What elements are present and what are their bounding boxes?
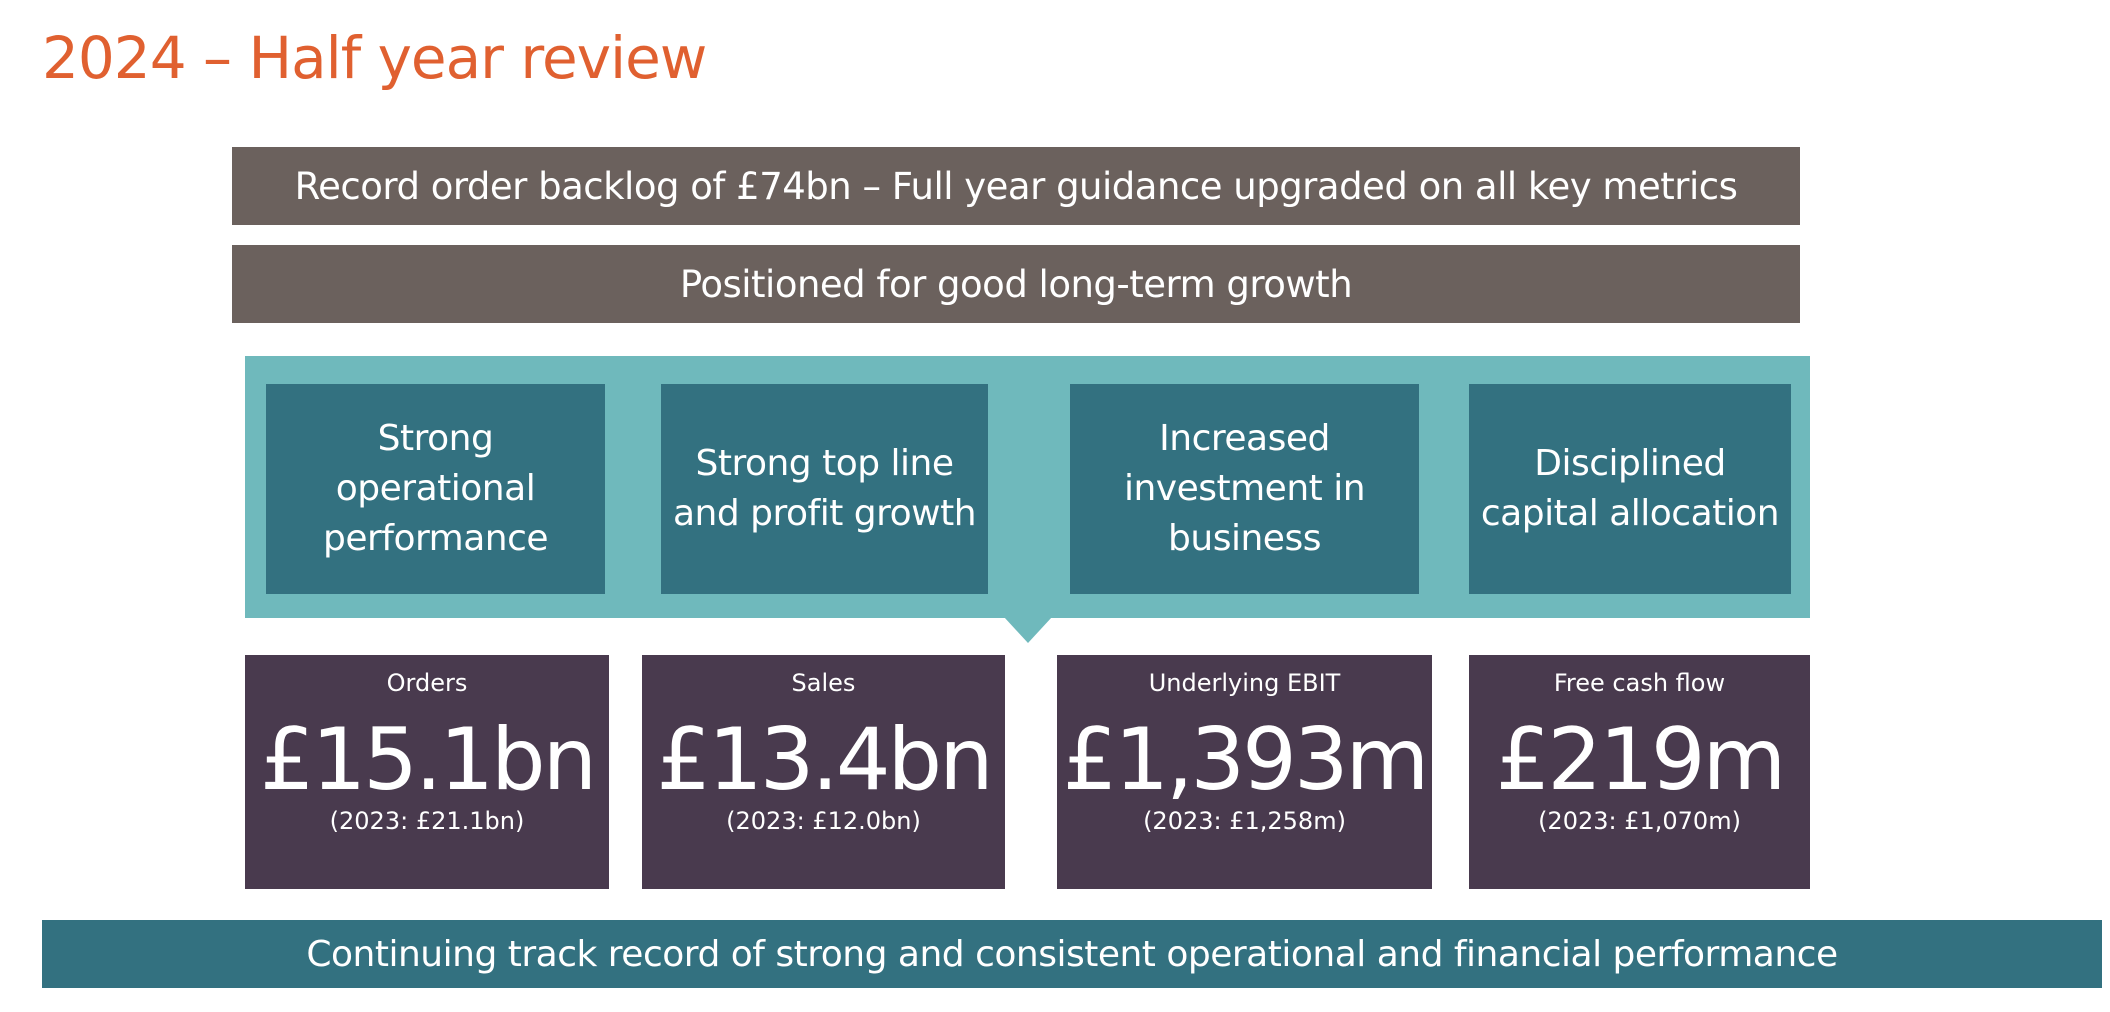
metric-label: Sales [791,669,856,697]
metric-card-underlying-ebit [1057,655,1432,889]
metric-prior-year: (2023: £21.1bn) [329,807,525,835]
subheadline-banner: Positioned for good long-term growth [232,245,1800,323]
metric-card-orders [245,655,609,889]
metric-prior-year: (2023: £1,070m) [1538,807,1741,835]
metric-label: Free cash flow [1553,669,1726,697]
pillar-capital-allocation: Disciplined capital allocation [1469,384,1791,594]
panel-pointer-arrow [1004,617,1052,643]
pillar-investment: Increased investment in business [1070,384,1419,594]
headline-banner: Record order backlog of £74bn – Full year guidance upgraded on all key metrics [232,147,1800,225]
metric-card-sales [642,655,1005,889]
metric-card-free-cash-flow [1469,655,1810,889]
slide-title: 2024 – Half year review [42,24,707,92]
metric-prior-year: (2023: £12.0bn) [726,807,921,835]
metric-value: £1,393m [1062,710,1427,810]
pillar-operational-performance: Strong operational performance [266,384,605,594]
metric-value: £219m [1495,710,1784,810]
metric-label: Underlying EBIT [1148,669,1341,697]
footer-banner: Continuing track record of strong and consistent operational and financial performance [42,920,2102,988]
pillar-top-line-growth: Strong top line and profit growth [661,384,988,594]
pillars-panel [245,356,1810,618]
metric-label: Orders [386,669,468,697]
metric-value: £15.1bn [259,710,595,810]
metric-value: £13.4bn [656,710,991,810]
metric-prior-year: (2023: £1,258m) [1143,807,1346,835]
